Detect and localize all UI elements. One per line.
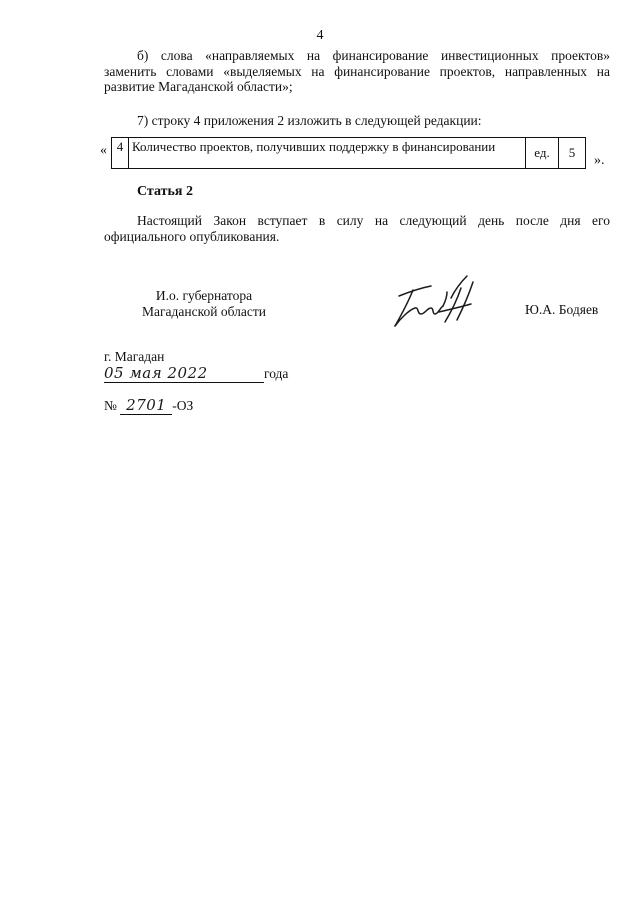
handwritten-law-number: 2701 bbox=[126, 396, 167, 414]
handwritten-date: 05 мая 2022 bbox=[104, 364, 208, 382]
page-number: 4 bbox=[316, 28, 324, 43]
amendment-open-quote: « bbox=[100, 143, 107, 158]
row-name-cell: Количество проектов, получивших поддержку в финансировании bbox=[129, 138, 526, 169]
paragraph-b: б) слова «направляемых на финансирование инвестиционных проектов» заменить словами «выделяемых на финансирование проектов, направленных на развитие Магаданской области»; bbox=[104, 48, 610, 94]
law-number-underline bbox=[120, 396, 172, 415]
row-value-cell: 5 bbox=[559, 138, 586, 169]
amendment-close-quote: ». bbox=[594, 153, 605, 168]
law-number-prefix: № bbox=[104, 398, 117, 413]
article-heading: Статья 2 bbox=[137, 184, 193, 199]
signatory-title-line1: И.о. губернатора bbox=[155, 288, 253, 303]
signing-date bbox=[104, 364, 288, 383]
paragraph-7: 7) строку 4 приложения 2 изложить в следующей редакции: bbox=[137, 113, 482, 128]
city-label: г. Магадан bbox=[104, 349, 165, 364]
article-text: Настоящий Закон вступает в силу на следующий день после дня его официального опубликования. bbox=[104, 213, 610, 244]
date-suffix: года bbox=[264, 366, 289, 381]
law-number-suffix: -ОЗ bbox=[172, 398, 194, 413]
signatory-name: Ю.А. Бодяев bbox=[525, 302, 599, 317]
signatory-title bbox=[104, 288, 304, 319]
handwritten-signature bbox=[385, 268, 495, 330]
row-unit-cell: ед. bbox=[526, 138, 559, 169]
amendment-table bbox=[111, 137, 586, 169]
date-underline bbox=[104, 364, 264, 383]
table-row bbox=[112, 138, 586, 169]
law-number bbox=[104, 396, 193, 415]
signatory-title-line2: Магаданской области bbox=[142, 303, 266, 319]
row-number-cell: 4 bbox=[112, 138, 129, 169]
